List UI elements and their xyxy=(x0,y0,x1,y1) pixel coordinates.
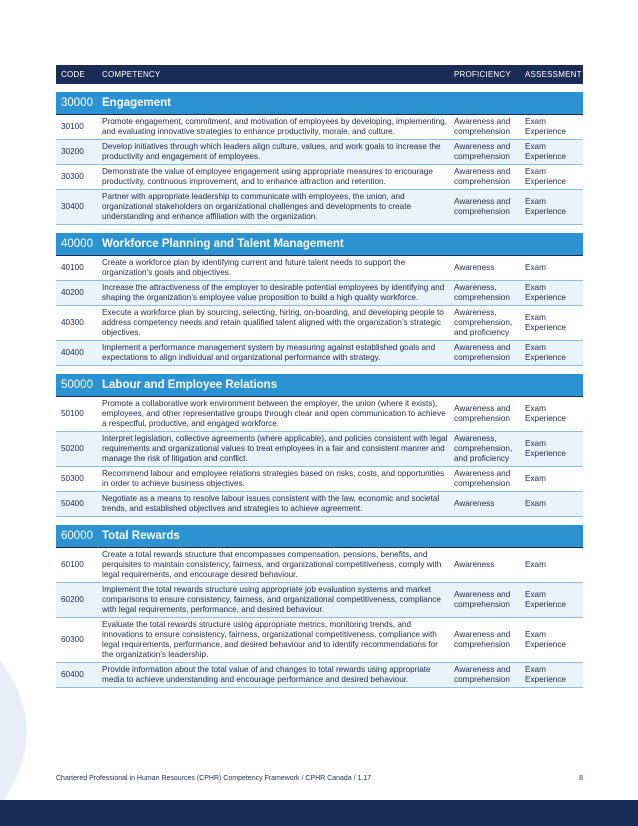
section-title-bar xyxy=(56,525,583,548)
section-title-bar xyxy=(56,92,583,115)
table-row xyxy=(56,190,583,225)
row-assessment: Exam Experience xyxy=(525,404,566,423)
row-code: 50400 xyxy=(61,499,84,508)
section-rows xyxy=(56,548,583,688)
section-title-bar xyxy=(56,233,583,256)
row-code: 50300 xyxy=(61,474,84,483)
row-proficiency: Awareness, comprehension, and proficiency xyxy=(454,434,513,463)
table-row xyxy=(56,467,583,492)
row-assessment: Exam Experience xyxy=(525,665,566,684)
row-proficiency: Awareness and comprehension xyxy=(454,142,511,161)
row-proficiency: Awareness xyxy=(454,560,495,569)
row-proficiency: Awareness and comprehension xyxy=(454,590,511,609)
row-assessment: Exam Experience xyxy=(525,313,566,332)
section xyxy=(56,374,583,517)
table-header xyxy=(56,65,583,84)
row-assessment: Exam Experience xyxy=(525,439,566,458)
row-proficiency: Awareness xyxy=(454,263,495,272)
table-row xyxy=(56,165,583,190)
row-code: 40200 xyxy=(61,288,84,297)
row-competency: Promote a collaborative work environment between the employer, the union (where it exists), employees, and other representative groups through clear and open communication to achieve a respectful, productive, and engaged workforce. xyxy=(102,399,446,428)
table-row xyxy=(56,618,583,663)
row-assessment: Exam Experience xyxy=(525,630,566,649)
row-code: 60400 xyxy=(61,670,84,679)
row-competency: Create a total rewards structure that encompasses compensation, pensions, benefits, and perquisites to maintain consistency, fairness, and organizational competitiveness, comply with legal requirements, and encourage desired behaviour. xyxy=(102,550,442,579)
footer-text: Chartered Professional in Human Resources (CPHR) Competency Framework / CPHR Canada / 1.17 xyxy=(56,775,372,782)
section xyxy=(56,525,583,688)
row-competency: Create a workforce plan by identifying current and future talent needs to support the organization’s goals and objectives. xyxy=(102,258,406,277)
row-competency: Negotiate as a means to resolve labour issues consistent with the law, economic and societal trends, and established objectives and strategies to achieve agreement. xyxy=(102,494,440,513)
row-code: 30300 xyxy=(61,172,84,181)
row-assessment: Exam xyxy=(525,474,546,483)
row-competency: Interpret legislation, collective agreements (where applicable), and policies consistent with legal requirements and organizational values to treat employees in a fair and consistent manner and manage the risk of litigation and conflict. xyxy=(102,434,448,463)
section-code: 60000 xyxy=(61,530,93,542)
row-assessment: Exam Experience xyxy=(525,343,566,362)
section-title: Engagement xyxy=(102,97,172,109)
row-competency: Evaluate the total rewards structure using appropriate metrics, monitoring trends, and innovations to ensure consistency, fairness, organizational competitiveness, compliance with legal requirements, performance, and desired behaviour and to identify recommendations for the organization’s leadership. xyxy=(102,620,438,659)
row-competency: Increase the attractiveness of the employer to desirable potential employees by identifying and shaping the organization’s employee value proposition to build a high quality workforce. xyxy=(102,283,445,302)
row-proficiency: Awareness and comprehension xyxy=(454,343,511,362)
section-rows xyxy=(56,397,583,517)
row-code: 30200 xyxy=(61,147,84,156)
table-row xyxy=(56,663,583,688)
row-competency: Execute a workforce plan by sourcing, selecting, hiring, on-boarding, and developing people to address competency needs and retain qualified talent aligned with the organization’s strategic objectives. xyxy=(102,308,444,337)
table-row xyxy=(56,341,583,366)
table-row xyxy=(56,492,583,517)
section xyxy=(56,92,583,225)
row-competency: Develop initiatives through which leaders align culture, values, and work goals to increase the productivity and engagement of employees. xyxy=(102,142,441,161)
row-code: 30100 xyxy=(61,122,84,131)
row-assessment: Exam Experience xyxy=(525,283,566,302)
row-assessment: Exam Experience xyxy=(525,142,566,161)
section-rows xyxy=(56,256,583,366)
section-title: Total Rewards xyxy=(102,530,180,542)
row-code: 40400 xyxy=(61,348,84,357)
row-code: 50200 xyxy=(61,444,84,453)
row-assessment: Exam xyxy=(525,499,546,508)
section-title: Workforce Planning and Talent Management xyxy=(102,238,344,250)
table-row xyxy=(56,115,583,140)
row-competency: Demonstrate the value of employee engagement using appropriate measures to encourage productivity, continuous improvement, and to enhance attraction and retention. xyxy=(102,167,433,186)
section-title-bar xyxy=(56,374,583,397)
competency-table xyxy=(56,65,583,688)
row-assessment: Exam Experience xyxy=(525,590,566,609)
page-number: 8 xyxy=(579,775,583,782)
row-proficiency: Awareness, comprehension xyxy=(454,283,510,302)
table-row xyxy=(56,281,583,306)
table-row xyxy=(56,397,583,432)
row-code: 60200 xyxy=(61,595,84,604)
row-competency: Recommend labour and employee relations strategies based on risks, costs, and opportunities in order to achieve business objectives. xyxy=(102,469,445,488)
page-footer xyxy=(56,775,583,782)
row-proficiency: Awareness and comprehension xyxy=(454,167,511,186)
row-proficiency: Awareness and comprehension xyxy=(454,404,511,423)
section-code: 40000 xyxy=(61,238,93,250)
table-row xyxy=(56,140,583,165)
row-code: 40100 xyxy=(61,263,84,272)
decorative-curve xyxy=(0,660,40,805)
section xyxy=(56,233,583,366)
row-assessment: Exam Experience xyxy=(525,117,566,136)
row-assessment: Exam Experience xyxy=(525,197,566,216)
row-code: 50100 xyxy=(61,409,84,418)
row-assessment: Exam xyxy=(525,263,546,272)
row-proficiency: Awareness and comprehension xyxy=(454,117,511,136)
row-proficiency: Awareness xyxy=(454,499,495,508)
section-title: Labour and Employee Relations xyxy=(102,379,278,391)
row-proficiency: Awareness, comprehension, and proficiency xyxy=(454,308,513,337)
row-assessment: Exam Experience xyxy=(525,167,566,186)
row-proficiency: Awareness and comprehension xyxy=(454,665,511,684)
header-code: CODE xyxy=(61,70,85,79)
row-proficiency: Awareness and comprehension xyxy=(454,197,511,216)
section-code: 30000 xyxy=(61,97,93,109)
section-rows xyxy=(56,115,583,225)
row-code: 60300 xyxy=(61,635,84,644)
table-row xyxy=(56,432,583,467)
row-competency: Promote engagement, commitment, and motivation of employees by developing, implementing, and evaluating innovative strategies to enhance productivity, morale, and culture. xyxy=(102,117,447,136)
table-row xyxy=(56,583,583,618)
row-code: 60100 xyxy=(61,560,84,569)
row-code: 40300 xyxy=(61,318,84,327)
row-competency: Implement a performance management system by measuring against established goals and expectations to align individual and organizational performance with strategy. xyxy=(102,343,436,362)
header-competency: COMPETENCY xyxy=(102,70,161,79)
table-row xyxy=(56,256,583,281)
row-competency: Implement the total rewards structure using appropriate job evaluation systems and market comparisons to ensure consistency, fairness, and organizational competitiveness, compliance with legal requirements, performance, and desired behaviour. xyxy=(102,585,441,614)
header-proficiency: PROFICIENCY xyxy=(454,70,511,79)
table-row xyxy=(56,548,583,583)
section-code: 50000 xyxy=(61,379,93,391)
row-proficiency: Awareness and comprehension xyxy=(454,469,511,488)
table-sections xyxy=(56,92,583,688)
header-assessment: ASSESSMENT xyxy=(525,70,582,79)
bottom-bar xyxy=(0,800,638,826)
row-competency: Provide information about the total value of and changes to total rewards using appropriate media to achieve understanding and encourage performance and desired behaviour. xyxy=(102,665,431,684)
table-row xyxy=(56,306,583,341)
row-proficiency: Awareness and comprehension xyxy=(454,630,511,649)
row-code: 30400 xyxy=(61,202,84,211)
row-competency: Partner with appropriate leadership to communicate with employees, the union, and organizational stakeholders on organizational challenges and developments to create understanding and enhance affiliation with the organization. xyxy=(102,192,412,221)
row-assessment: Exam xyxy=(525,560,546,569)
